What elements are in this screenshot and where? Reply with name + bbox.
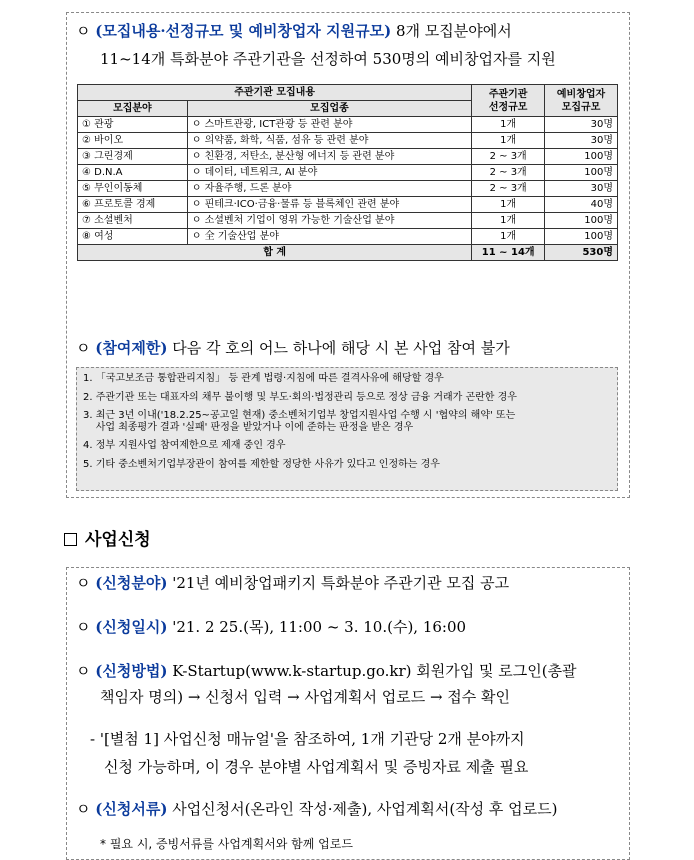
cell-scale: 100명 — [545, 213, 618, 229]
total-label: 합 계 — [78, 245, 472, 261]
apply-field-line — [76, 572, 509, 593]
cell-field: ② 바이오 — [78, 133, 188, 149]
cell-industry: ㅇ 핀테크·ICO·금융·물류 등 블록체인 관련 분야 — [187, 197, 471, 213]
restriction-item: 5. 기타 중소벤처기업부장관이 참여를 제한할 정당한 사유가 있다고 인정하는 경우 — [83, 459, 440, 470]
cell-orgs: 1개 — [472, 213, 545, 229]
cell-scale: 30명 — [545, 117, 618, 133]
cell-orgs: 1개 — [472, 197, 545, 213]
apply-docs-note: * 필요 시, 증빙서류를 사업계획서와 함께 업로드 — [100, 837, 353, 851]
cell-scale: 40명 — [545, 197, 618, 213]
total-row — [78, 245, 618, 261]
table-row — [78, 133, 618, 149]
apply-field-title: (신청분야) — [95, 574, 168, 592]
cell-scale: 100명 — [545, 149, 618, 165]
cell-industry: ㅇ 친환경, 저탄소, 분산형 에너지 등 관련 분야 — [187, 149, 471, 165]
cell-field: ① 관광 — [78, 117, 188, 133]
total-orgs: 11 ~ 14개 — [472, 245, 545, 261]
bullet: ㅇ — [76, 574, 91, 592]
cell-field: ⑤ 무인이동체 — [78, 181, 188, 197]
bullet: ㅇ — [76, 662, 91, 680]
cell-industry: ㅇ 스마트관광, ICT관광 등 관련 분야 — [187, 117, 471, 133]
checkbox-icon — [64, 533, 77, 546]
cell-scale: 30명 — [545, 133, 618, 149]
cell-orgs: 2 ~ 3개 — [472, 149, 545, 165]
table-row — [78, 229, 618, 245]
cell-industry: ㅇ 데이터, 네트워크, AI 분야 — [187, 165, 471, 181]
support-line-1 — [76, 20, 512, 41]
cell-industry: ㅇ 자율주행, 드론 분야 — [187, 181, 471, 197]
cell-scale: 30명 — [545, 181, 618, 197]
apply-method-text: K-Startup(www.k-startup.go.kr) 회원가입 및 로그인(총괄 — [167, 662, 577, 680]
restriction-line — [76, 337, 510, 358]
restriction-item: 3. 최근 3년 이내('18.2.25~공고일 현재) 중소벤처기업부 창업지원사업 수행 시 '협약의 해약' 또는 사업 최종평가 결과 '실패' 판정을 받았거나 이에 준하는 판정을 받은 경우 — [83, 410, 516, 433]
support-title: (모집내용·선정규모 및 예비창업자 지원규모) — [95, 22, 392, 40]
cell-industry: ㅇ 소셜벤처 기업이 영위 가능한 기술산업 분야 — [187, 213, 471, 229]
cell-orgs: 1개 — [472, 133, 545, 149]
apply-docs-line — [76, 798, 558, 819]
header-industry: 모집업종 — [187, 101, 471, 117]
bullet: ㅇ — [76, 339, 91, 357]
cell-scale: 100명 — [545, 229, 618, 245]
apply-note-line-2: 신청 가능하며, 이 경우 분야별 사업계획서 및 증빙자료 제출 필요 — [104, 758, 529, 776]
apply-note-line-1: - '[별첨 1] 사업신청 매뉴얼'을 참조하여, 1개 기관당 2개 분야까지 — [90, 730, 525, 748]
table-row — [78, 117, 618, 133]
cell-orgs: 2 ~ 3개 — [472, 181, 545, 197]
cell-orgs: 2 ~ 3개 — [472, 165, 545, 181]
restriction-text: 다음 각 호의 어느 하나에 해당 시 본 사업 참여 불가 — [167, 339, 510, 357]
apply-date-text: '21. 2 25.(목), 11:00 ~ 3. 10.(수), 16:00 — [167, 618, 467, 636]
section-title: 사업신청 — [85, 530, 151, 550]
restriction-item: 1. 「국고보조금 통합관리지침」 등 관계 법령·지침에 따른 결격사유에 해당할 경우 — [83, 373, 444, 384]
table-row — [78, 181, 618, 197]
cell-field: ⑦ 소셜벤처 — [78, 213, 188, 229]
restriction-item: 2. 주관기관 또는 대표자의 채무 불이행 및 부도·회의·법정관리 등으로 정상 금융 거래가 곤란한 경우 — [83, 392, 517, 403]
apply-docs-title: (신청서류) — [95, 800, 168, 818]
table-row — [78, 213, 618, 229]
cell-orgs: 1개 — [472, 117, 545, 133]
apply-method-title: (신청방법) — [95, 662, 168, 680]
restriction-list — [76, 367, 618, 491]
apply-field-text: '21년 예비창업패키지 특화분야 주관기관 모집 공고 — [167, 574, 510, 592]
cell-scale: 100명 — [545, 165, 618, 181]
table-row — [78, 165, 618, 181]
cell-field: ③ 그린경제 — [78, 149, 188, 165]
section-heading — [64, 525, 151, 550]
header-group: 주관기관 모집내용 — [78, 85, 472, 101]
apply-method-line-2: 책임자 명의) → 신청서 입력 → 사업계획서 업로드 → 접수 확인 — [100, 688, 511, 706]
cell-industry: ㅇ 全 기술산업 분야 — [187, 229, 471, 245]
table-row — [78, 149, 618, 165]
apply-method-line — [76, 660, 577, 681]
cell-field: ⑧ 여성 — [78, 229, 188, 245]
bullet: ㅇ — [76, 800, 91, 818]
cell-field: ⑥ 프로토콜 경제 — [78, 197, 188, 213]
cell-field: ④ D.N.A — [78, 165, 188, 181]
apply-date-line — [76, 616, 466, 637]
cell-industry: ㅇ 의약품, 화학, 식품, 섬유 등 관련 분야 — [187, 133, 471, 149]
header-scale: 예비창업자 모집규모 — [545, 85, 618, 117]
support-line1-text: 8개 모집분야에서 — [391, 22, 512, 40]
apply-date-title: (신청일시) — [95, 618, 168, 636]
header-orgs: 주관기관 선정규모 — [472, 85, 545, 117]
recruit-table — [77, 84, 618, 261]
restriction-title: (참여제한) — [95, 339, 168, 357]
header-field: 모집분야 — [78, 101, 188, 117]
total-scale: 530명 — [545, 245, 618, 261]
apply-docs-text: 사업신청서(온라인 작성·제출), 사업계획서(작성 후 업로드) — [167, 800, 558, 818]
table-row — [78, 197, 618, 213]
cell-orgs: 1개 — [472, 229, 545, 245]
bullet: ㅇ — [76, 22, 91, 40]
support-line-2: 11~14개 특화분야 주관기관을 선정하여 530명의 예비창업자를 지원 — [100, 50, 556, 68]
restriction-item: 4. 정부 지원사업 참여제한으로 제재 중인 경우 — [83, 440, 286, 451]
bullet: ㅇ — [76, 618, 91, 636]
